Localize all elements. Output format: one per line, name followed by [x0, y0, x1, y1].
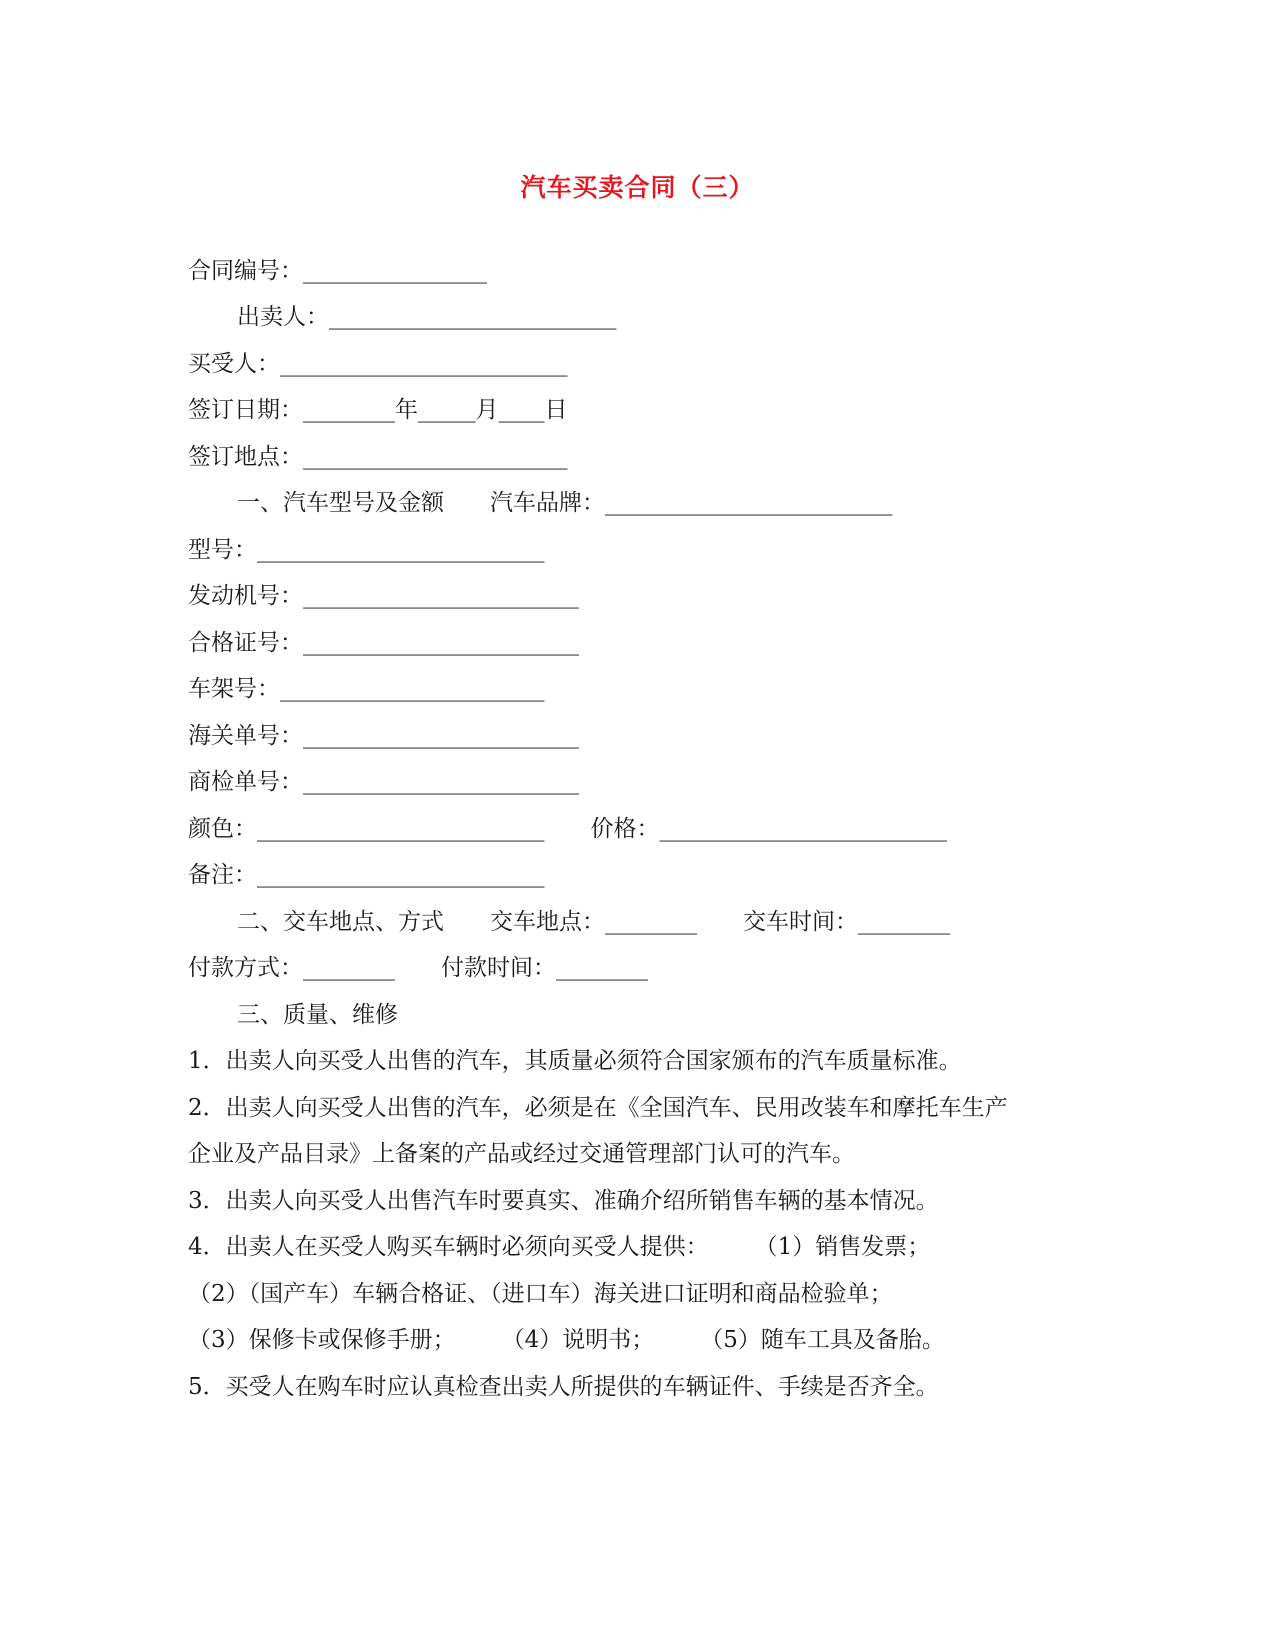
clause-4-item-2: （2）（国产车）车辆合格证、（进口车）海关进口证明和商品检验单；: [188, 1281, 893, 1307]
model-line: 型号：_________________________: [188, 537, 545, 563]
clause-5: 5．买受人在购车时应认真检查出卖人所提供的车辆证件、手续是否齐全。: [188, 1374, 939, 1400]
signing-date-line: 签订日期：________年_____月____日: [188, 397, 568, 423]
color-price-line: 颜色：_________________________ 价格：_________________________: [188, 816, 947, 842]
clause-4: 4．出卖人在买受人购买车辆时必须向买受人提供： （1）销售发票；: [188, 1234, 931, 1260]
inspection-number-line: 商检单号：________________________: [188, 769, 579, 795]
seller-line: 出卖人：_________________________: [237, 304, 617, 330]
contract-number-line: 合同编号：________________: [188, 258, 487, 284]
payment-line: 付款方式：________ 付款时间：________: [188, 955, 648, 981]
signing-place-line: 签订地点：_______________________: [188, 444, 568, 470]
customs-number-line: 海关单号：________________________: [188, 723, 579, 749]
certificate-number-line: 合格证号：________________________: [188, 630, 579, 656]
section-3-heading: 三、质量、维修: [237, 1002, 398, 1028]
frame-number-line: 车架号：_______________________: [188, 676, 545, 702]
section-1-heading: 一、汽车型号及金额 汽车品牌：_________________________: [237, 490, 893, 516]
remarks-line: 备注：_________________________: [188, 862, 545, 888]
clause-2: 2．出卖人向买受人出售的汽车，必须是在《全国汽车、民用改装车和摩托车生产: [188, 1095, 1008, 1121]
document-title: 汽车买卖合同（三）: [520, 173, 755, 202]
clause-2-continued: 企业及产品目录》上备案的产品或经过交通管理部门认可的汽车。: [188, 1141, 855, 1167]
section-2-heading: 二、交车地点、方式 交车地点：________ 交车时间：________: [237, 909, 950, 935]
engine-number-line: 发动机号：________________________: [188, 583, 579, 609]
clause-4-items-3-5: （3）保修卡或保修手册； （4）说明书； （5）随车工具及备胎。: [188, 1327, 945, 1353]
clause-1: 1．出卖人向买受人出售的汽车，其质量必须符合国家颁布的汽车质量标准。: [188, 1048, 962, 1074]
buyer-line: 买受人：_________________________: [188, 351, 568, 377]
clause-3: 3．出卖人向买受人出售汽车时要真实、准确介绍所销售车辆的基本情况。: [188, 1188, 939, 1214]
